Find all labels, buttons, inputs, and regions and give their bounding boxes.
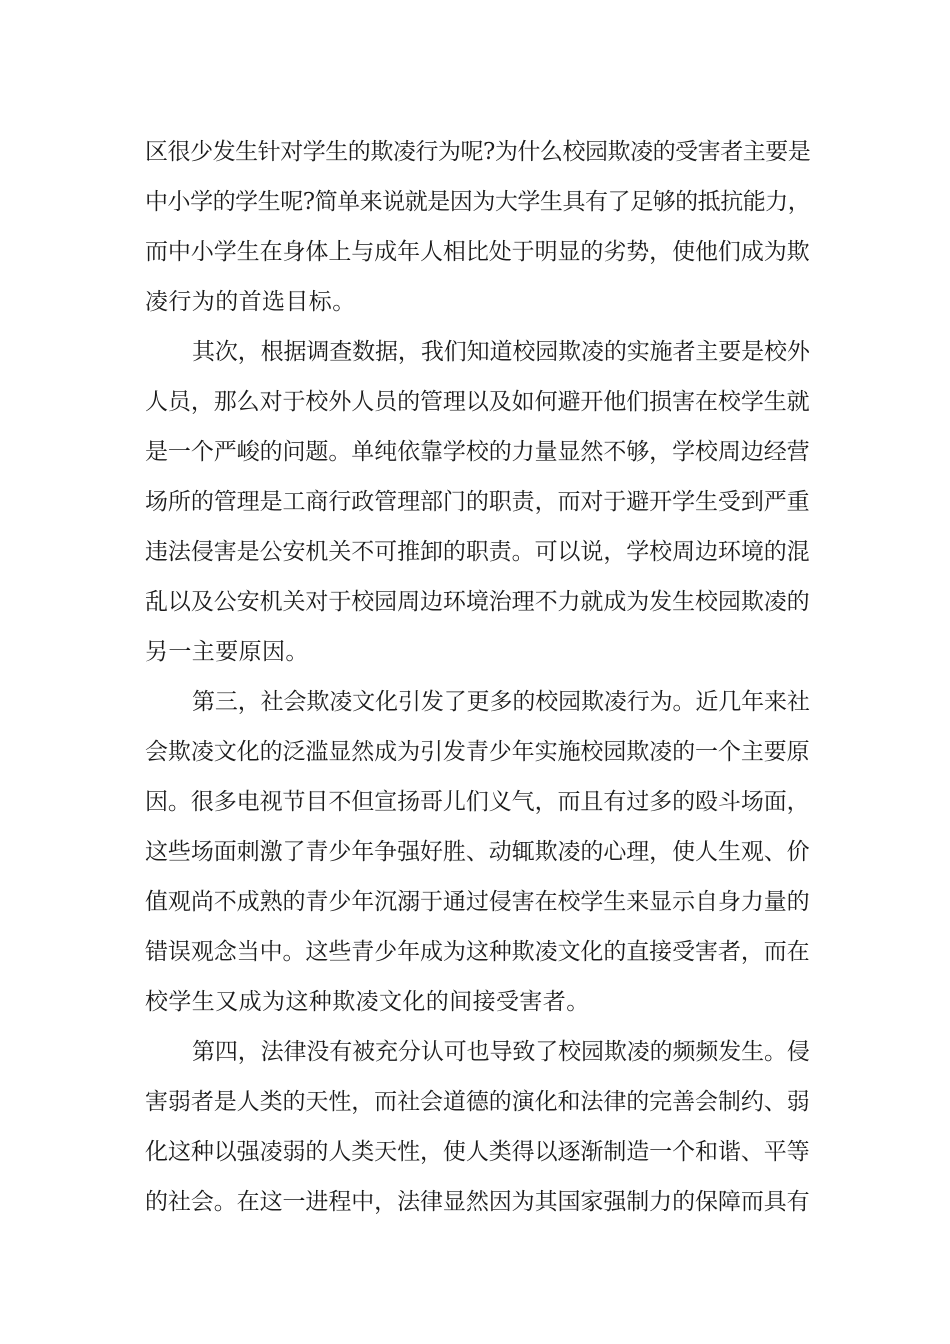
text-line: 违法侵害是公安机关不可推卸的职责。可以说，学校周边环境的混 (145, 539, 810, 565)
paragraph-start-line: 第三，社会欺凌文化引发了更多的校园欺凌行为。近几年来社 (192, 689, 810, 715)
text-line: 凌行为的首选目标。 (145, 289, 356, 315)
text-line: 中小学的学生呢?简单来说就是因为大学生具有了足够的抵抗能力， (145, 189, 811, 215)
paragraph-start-line: 其次，根据调查数据，我们知道校园欺凌的实施者主要是校外 (192, 339, 810, 365)
text-line: 错误观念当中。这些青少年成为这种欺凌文化的直接受害者，而在 (145, 939, 810, 965)
text-line: 校学生又成为这种欺凌文化的间接受害者。 (145, 989, 590, 1015)
text-line: 会欺凌文化的泛滥显然成为引发青少年实施校园欺凌的一个主要原 (145, 739, 810, 765)
text-line: 是一个严峻的问题。单纯依靠学校的力量显然不够，学校周边经营 (145, 439, 810, 465)
text-line: 这些场面刺激了青少年争强好胜、动辄欺凌的心理，使人生观、价 (145, 839, 810, 865)
text-line: 化这种以强凌弱的人类天性，使人类得以逐渐制造一个和谐、平等 (145, 1139, 810, 1165)
text-line: 而中小学生在身体上与成年人相比处于明显的劣势，使他们成为欺 (145, 239, 810, 265)
text-line: 区很少发生针对学生的欺凌行为呢?为什么校园欺凌的受害者主要是 (145, 139, 811, 165)
text-line: 另一主要原因。 (145, 639, 309, 665)
text-line: 乱以及公安机关对于校园周边环境治理不力就成为发生校园欺凌的 (145, 589, 810, 615)
paragraph-start-line: 第四，法律没有被充分认可也导致了校园欺凌的频频发生。侵 (192, 1039, 810, 1065)
text-line: 场所的管理是工商行政管理部门的职责，而对于避开学生受到严重 (145, 489, 810, 515)
text-line: 因。很多电视节目不但宣扬哥儿们义气，而且有过多的殴斗场面， (145, 789, 810, 815)
text-line: 害弱者是人类的天性，而社会道德的演化和法律的完善会制约、弱 (145, 1089, 810, 1115)
text-line: 人员，那么对于校外人员的管理以及如何避开他们损害在校学生就 (145, 389, 810, 415)
text-line: 值观尚不成熟的青少年沉溺于通过侵害在校学生来显示自身力量的 (145, 889, 810, 915)
text-line: 的社会。在这一进程中，法律显然因为其国家强制力的保障而具有 (145, 1189, 810, 1215)
